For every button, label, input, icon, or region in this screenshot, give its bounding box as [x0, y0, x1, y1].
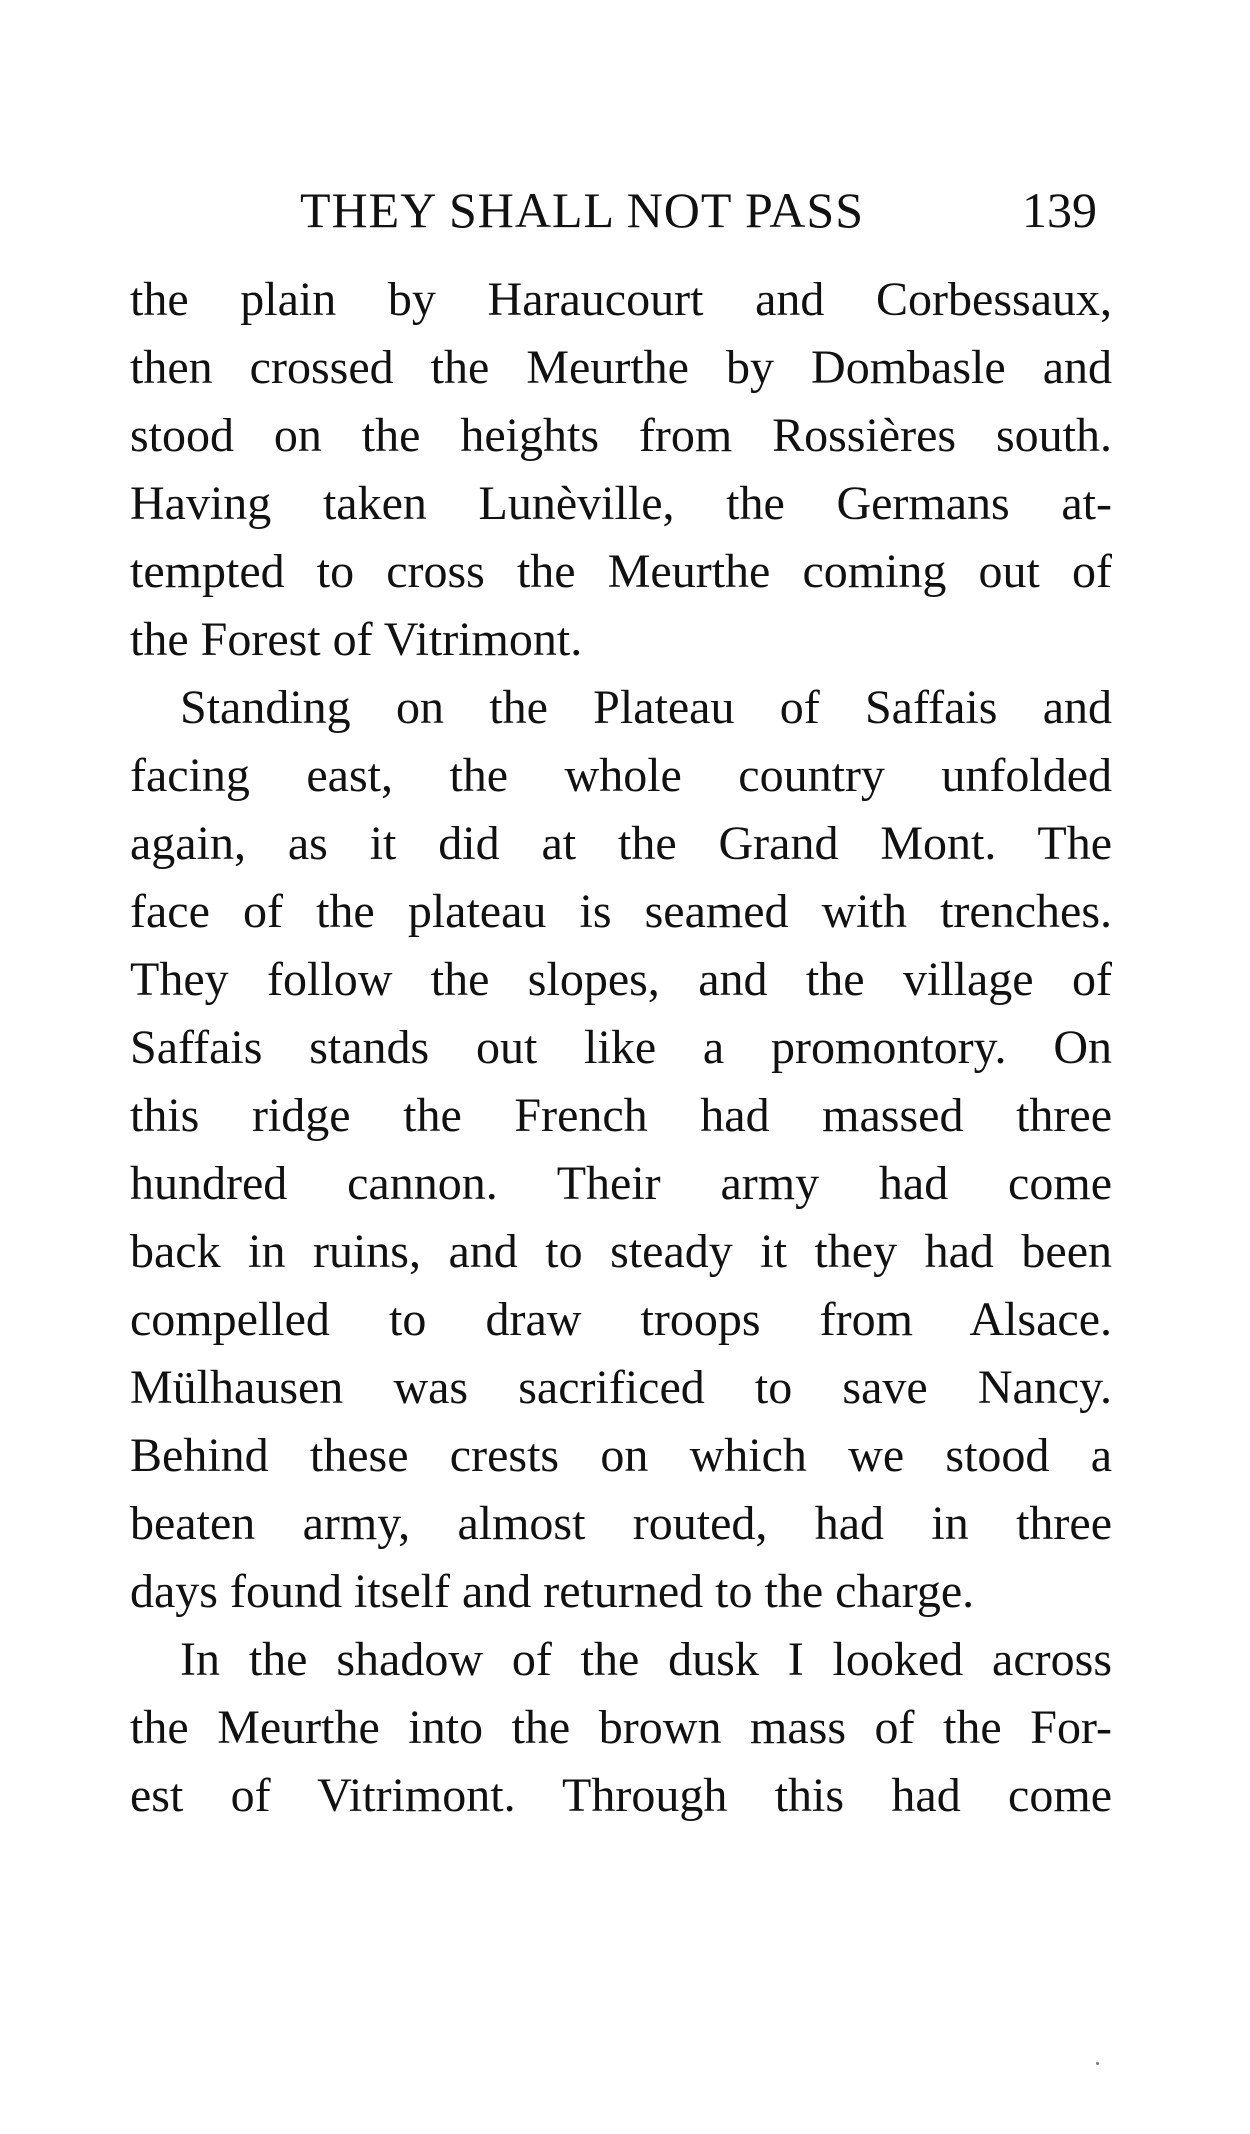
text-line: Standing on the Plateau of Saffais and — [180, 681, 1112, 734]
text-line: then crossed the Meurthe by Dombasle and — [130, 341, 1112, 394]
text-line: tempted to cross the Meurthe coming out of — [130, 545, 1112, 598]
text-line: the Meurthe into the brown mass of the For- — [130, 1701, 1112, 1754]
text-line: Having taken Lunèville, the Germans at- — [130, 477, 1112, 530]
text-line: again, as it did at the Grand Mont. The — [130, 817, 1112, 870]
text-line: days found itself and returned to the charge. — [130, 1565, 975, 1618]
body-text — [130, 266, 1112, 1830]
running-title: THEY SHALL NOT PASS — [300, 182, 864, 238]
text-line: stood on the heights from Rossières south. — [130, 409, 1112, 462]
text-line: back in ruins, and to steady it they had been — [130, 1225, 1112, 1278]
paragraph-2 — [130, 674, 1112, 1626]
paragraph-3 — [130, 1626, 1112, 1830]
text-line: this ridge the French had massed three — [130, 1089, 1112, 1142]
page-number: 139 — [1022, 182, 1097, 238]
text-line: Mülhausen was sacrificed to save Nancy. — [130, 1361, 1112, 1414]
text-line: est of Vitrimont. Through this had come — [130, 1769, 1112, 1822]
text-line: hundred cannon. Their army had come — [130, 1157, 1112, 1210]
text-line: In the shadow of the dusk I looked across — [180, 1633, 1112, 1686]
paragraph-1 — [130, 266, 1112, 674]
text-line: beaten army, almost routed, had in three — [130, 1497, 1112, 1550]
text-line: They follow the slopes, and the village of — [130, 953, 1112, 1006]
paper-speck — [1096, 2062, 1099, 2065]
text-line: Saffais stands out like a promontory. On — [130, 1021, 1112, 1074]
text-line: the Forest of Vitrimont. — [130, 613, 583, 666]
running-head — [0, 180, 1250, 240]
text-line: facing east, the whole country unfolded — [130, 749, 1112, 802]
text-line: compelled to draw troops from Alsace. — [130, 1293, 1112, 1346]
text-line: Behind these crests on which we stood a — [130, 1429, 1112, 1482]
text-line: face of the plateau is seamed with trenches. — [130, 885, 1112, 938]
text-line: the plain by Haraucourt and Corbessaux, — [130, 273, 1112, 326]
